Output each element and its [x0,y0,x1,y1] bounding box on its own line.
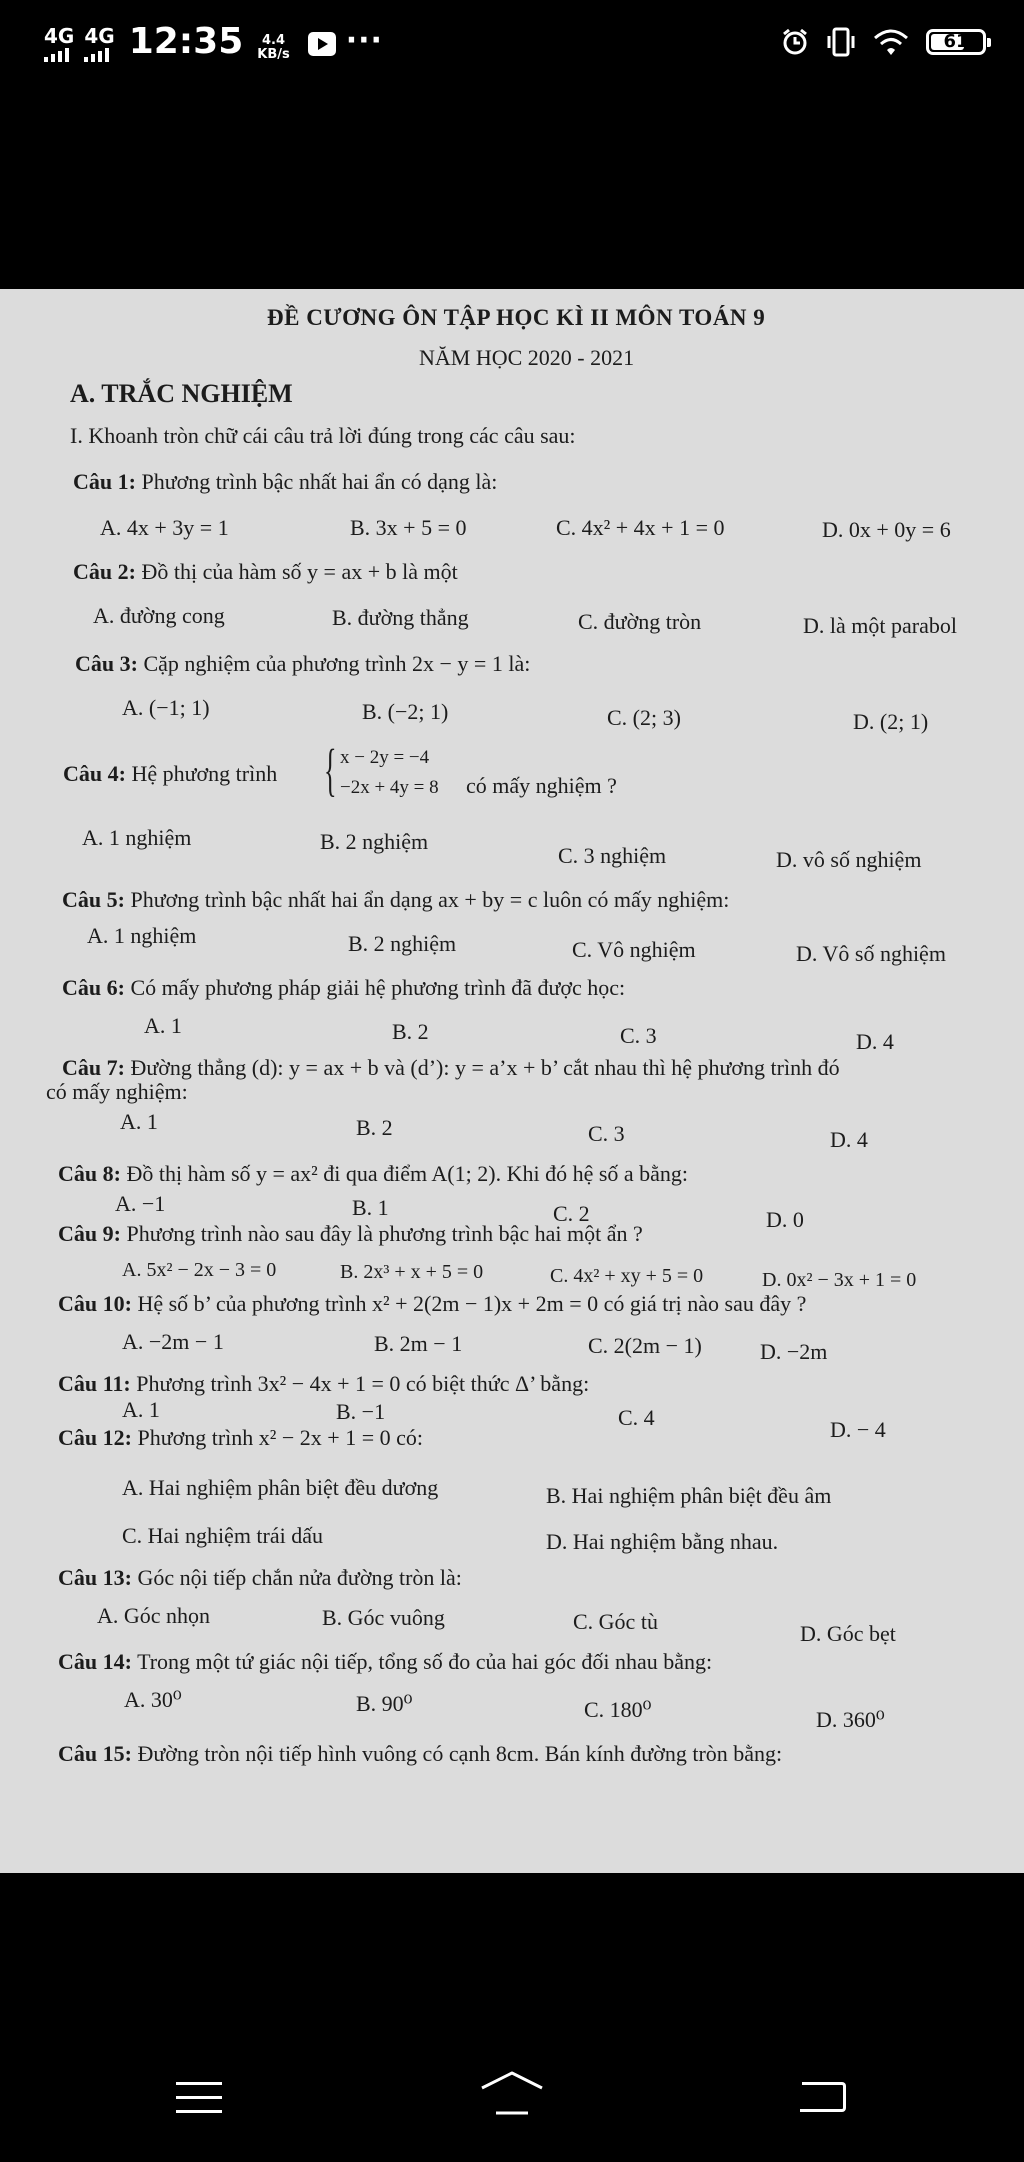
question-1: Câu 1: Phương trình bậc nhất hai ẩn có dạng là: [73,469,498,494]
q9-option-c: C. 4x² + xy + 5 = 0 [550,1265,704,1287]
system-equation-1: x − 2y = −4 [340,747,430,768]
wifi-icon [872,27,910,57]
q14-option-d: D. 360⁰ [816,1707,885,1732]
q2-option-d: D. là một parabol [803,613,957,638]
q6-option-c: C. 3 [620,1023,657,1048]
q12-option-d: D. Hai nghiệm bằng nhau. [546,1529,779,1554]
document-title: ĐỀ CƯƠNG ÔN TẬP HỌC KÌ II MÔN TOÁN 9 [267,305,766,330]
q10-option-a: A. −2m − 1 [122,1329,224,1354]
q10-option-d: D. −2m [760,1339,828,1364]
document-subtitle: NĂM HỌC 2020 - 2021 [419,345,635,370]
q7-option-b: B. 2 [356,1115,393,1140]
signal-icon [84,26,114,62]
question-3: Câu 3: Cặp nghiệm của phương trình 2x − y = 1 là: [75,651,531,676]
q3-option-a: A. (−1; 1) [122,695,210,720]
q9-option-d: D. 0x² − 3x + 1 = 0 [762,1269,917,1291]
q3-option-b: B. (−2; 1) [362,699,449,724]
q4-option-a: A. 1 nghiệm [82,825,192,850]
q9-option-b: B. 2x³ + x + 5 = 0 [340,1261,484,1283]
q2-option-b: B. đường thẳng [332,605,469,630]
q8-option-d: D. 0 [766,1207,804,1232]
q4-option-c: C. 3 nghiệm [558,843,667,868]
question-8: Câu 8: Đồ thị hàm số y = ax² đi qua điểm A(1; 2). Khi đó hệ số a bằng: [58,1161,689,1186]
question-11: Câu 11: Phương trình 3x² − 4x + 1 = 0 có biệt thức Δ’ bằng: [58,1371,590,1396]
equation-system [324,737,474,807]
q14-option-a: A. 30⁰ [124,1687,182,1712]
signal-icon [44,26,74,62]
question-15: Câu 15: Đường tròn nội tiếp hình vuông có cạnh 8cm. Bán kính đường tròn bằng: [58,1741,783,1766]
section-heading: A. TRẮC NGHIỆM [70,379,293,408]
question-4: Câu 4: Hệ phương trình [63,761,278,786]
speed-value: 4.4 [262,33,286,48]
q4-text-after: có mấy nghiệm ? [466,773,617,798]
q9-option-a: A. 5x² − 2x − 3 = 0 [122,1259,277,1281]
q1-option-b: B. 3x + 5 = 0 [350,515,467,540]
question-7: Câu 7: Đường thẳng (d): y = ax + b và (d’): y = a’x + b’ cắt nhau thì hệ phương trình đó [62,1055,840,1080]
q7-text-line2: có mấy nghiệm: [46,1079,188,1104]
q6-option-b: B. 2 [392,1019,429,1044]
question-10: Câu 10: Hệ số b’ của phương trình x² + 2(2m − 1)x + 2m = 0 có giá trị nào sau đây ? [58,1291,807,1316]
q5-option-d: D. Vô số nghiệm [796,941,946,966]
q11-option-c: C. 4 [618,1405,655,1430]
system-equation-2: −2x + 4y = 8 [340,777,439,798]
media-play-icon [308,32,336,56]
q4-option-d: D. vô số nghiệm [776,847,922,872]
q7-option-c: C. 3 [588,1121,625,1146]
q13-option-d: D. Góc bẹt [800,1621,896,1646]
q14-option-c: C. 180⁰ [584,1697,652,1722]
q12-option-c: C. Hai nghiệm trái dấu [122,1523,324,1548]
menu-icon[interactable] [176,2082,222,2114]
q3-option-c: C. (2; 3) [607,705,681,730]
q3-option-d: D. (2; 1) [853,709,929,734]
q2-option-a: A. đường cong [93,603,225,628]
q1-option-c: C. 4x² + 4x + 1 = 0 [556,515,725,540]
q10-option-c: C. 2(2m − 1) [588,1333,702,1358]
q4-option-b: B. 2 nghiệm [320,829,429,854]
question-6: Câu 6: Có mấy phương pháp giải hệ phương trình đã được học: [62,975,626,1000]
q1-option-a: A. 4x + 3y = 1 [100,515,229,540]
q5-option-b: B. 2 nghiệm [348,931,457,956]
back-icon[interactable] [804,2082,846,2112]
q8-option-c: C. 2 [553,1201,590,1226]
q11-option-d: D. − 4 [830,1417,886,1442]
q14-option-b: B. 90⁰ [356,1691,413,1716]
network-type-2: 4G [84,24,115,48]
q11-option-b: B. −1 [336,1399,386,1424]
instruction-text: I. Khoanh tròn chữ cái câu trả lời đúng trong các câu sau: [70,423,576,448]
q13-option-c: C. Góc tù [573,1609,658,1634]
q12-option-b: B. Hai nghiệm phân biệt đều âm [546,1483,832,1508]
q6-option-a: A. 1 [144,1013,182,1038]
exam-document [0,289,1024,1873]
status-bar [0,0,1024,95]
q13-option-b: B. Góc vuông [322,1605,445,1630]
q12-option-a: A. Hai nghiệm phân biệt đều dương [122,1475,439,1500]
clock: 12:35 [128,21,244,62]
q6-option-d: D. 4 [856,1029,894,1054]
question-13: Câu 13: Góc nội tiếp chắn nửa đường tròn là: [58,1565,462,1590]
q1-option-d: D. 0x + 0y = 6 [822,517,951,542]
question-2: Câu 2: Đồ thị của hàm số y = ax + b là một [73,559,458,584]
network-speed [257,34,289,62]
vibrate-icon [826,26,856,58]
q10-option-b: B. 2m − 1 [374,1331,463,1356]
system-brace: { [324,737,337,802]
battery-level: 61 [943,31,969,52]
q8-option-a: A. −1 [115,1191,166,1216]
navigation-bar [0,1990,1024,2140]
q7-option-d: D. 4 [830,1127,868,1152]
q8-option-b: B. 1 [352,1195,389,1220]
question-9: Câu 9: Phương trình nào sau đây là phương trình bậc hai một ẩn ? [58,1221,643,1246]
q11-option-a: A. 1 [122,1397,160,1422]
speed-unit: KB/s [257,47,290,62]
q5-option-c: C. Vô nghiệm [572,937,696,962]
alarm-icon [780,27,810,57]
q2-option-c: C. đường tròn [578,609,702,634]
q7-option-a: A. 1 [120,1109,158,1134]
q5-option-a: A. 1 nghiệm [87,923,197,948]
question-5: Câu 5: Phương trình bậc nhất hai ẩn dạng ax + by = c luôn có mấy nghiệm: [62,887,730,912]
q13-option-a: A. Góc nhọn [97,1603,211,1628]
question-14: Câu 14: Trong một tứ giác nội tiếp, tổng số đo của hai góc đối nhau bằng: [58,1649,713,1674]
battery-icon [926,29,986,55]
home-icon[interactable] [478,2070,546,2116]
network-type-1: 4G [44,24,75,48]
more-notifications-icon: ··· [345,23,383,58]
question-12: Câu 12: Phương trình x² − 2x + 1 = 0 có: [58,1425,423,1450]
